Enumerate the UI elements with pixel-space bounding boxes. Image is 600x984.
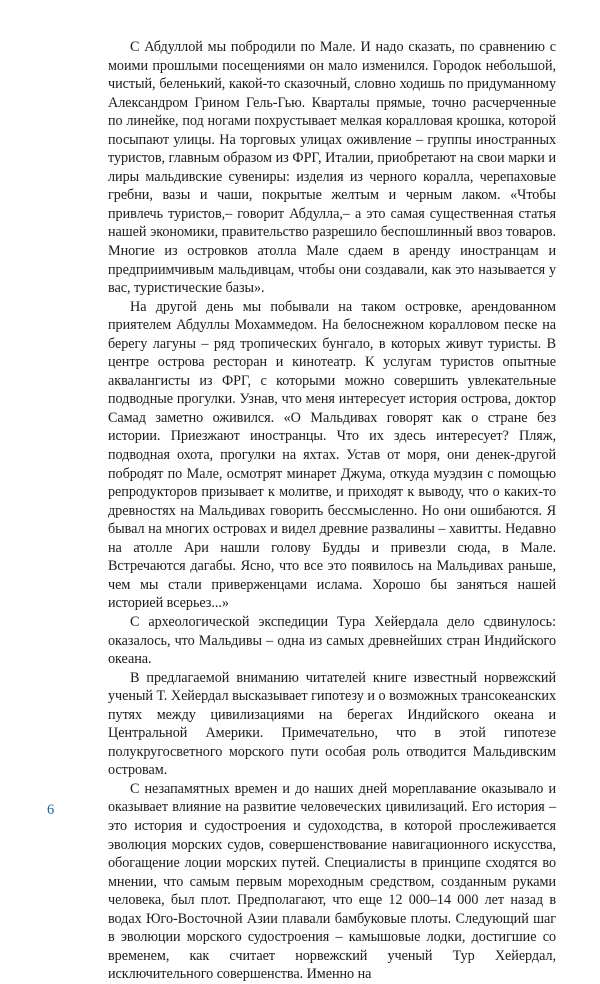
paragraph-seafaring-history: С незапамятных времен и до наших дней мореплавание оказывало и оказывает влияние на развитие человеческих цивилизаций. Его история – это история и судостроения и судоходства, в которой прослеживается эволюция морских судов, совершенствование навигационного искусства, обогащение лоции морских путей. Специалисты в принципе сходятся во мнении, что самым первым мореходным средством, созданным руками человека, был плот. Предполагают, что еще 12 000–14 000 лет назад в водах Юго-Восточной Азии плавали бамбуковые плоты. Следующий шаг в эволюции морского судостроения – камышовые лодки, достигшие со временем, как считает норвежский ученый Тур Хейердал, исключительного совершенства. Именно на — [108, 780, 556, 983]
page-number: 6 — [47, 802, 55, 818]
paragraph-book-hypothesis: В предлагаемой вниманию читателей книге известный норвежский ученый Т. Хейердал высказывает гипотезу и о возможных трансокеанских путях между цивилизациями на берегах Индийского океана и Центральной Америки. Примечательно, что в этой гипотезе полукругосветного морского пути особая роль отводится Мальдивским островам. — [108, 669, 556, 779]
paragraph-heyerdahl-expedition: С археологической экспедиции Тура Хейердала дело сдвинулось: оказалось, что Мальдивы – одна из самых древнейших стран Индийского океана. — [108, 613, 556, 668]
page-body — [108, 38, 556, 984]
paragraph-malé-walk: С Абдуллой мы побродили по Мале. И надо сказать, по сравнению с моими прошлыми посещениями он мало изменился. Городок небольшой, чистый, беленький, какой-то сказочный, словно ходишь по придуманному Александром Грином Гель-Гью. Кварталы прямые, точно расчерченные по линейке, под ногами похрустывает мелкая коралловая крошка, которой посыпают улицы. На торговых улицах оживление – группы иностранных туристов, главным образом из ФРГ, Италии, приобретают на свои марки и лиры мальдивские сувениры: изделия из черного коралла, черепаховые гребни, вазы и чаши, покрытые желтым и черным лаком. «Чтобы привлечь туристов,– говорит Абдулла,– а это самая существенная статья нашей экономики, правительство разрешило беспошлинный ввоз товаров. Многие из островков атолла Мале сдаем в аренду иностранцам и предприимчивым мальдивцам, чтобы они создавали, как это называется у вас, туристические базы». — [108, 39, 556, 297]
paragraph-island-visit: На другой день мы побывали на таком островке, арендованном приятелем Абдуллы Мохаммедом. На белоснежном коралловом песке на берегу лагуны – ряд тропических бунгало, в которых живут туристы. В центре острова ресторан и кинотеатр. К услугам туристов опытные аквалангисты из ФРГ, с которыми можно совершить увлекательные подводные прогулки. Узнав, что меня интересует история острова, доктор Самад заметно оживился. «О Мальдивах говорят как о стране без истории. Приезжают иностранцы. Что их здесь интересует? Пляж, подводная охота, прогулки на яхтах. Устав от моря, они денек-другой побродят по Мале, осмотрят минарет Джума, откуда муэдзин с помощью репродукторов призывает к молитве, и приходят к выводу, что о каких-то древностях на Мальдивах говорить бессмысленно. Но они ошибаются. Я бывал на многих островах и видел древние развалины – хавитты. Недавно на атолле Ари нашли голову Будды и привезли сюда, в Мале. Встречаются дагабы. Ясно, что все это появилось на Мальдивах раньше, чем мы стали приверженцами ислама. Хорошо бы заняться нашей историей всерьез...» — [108, 298, 556, 612]
